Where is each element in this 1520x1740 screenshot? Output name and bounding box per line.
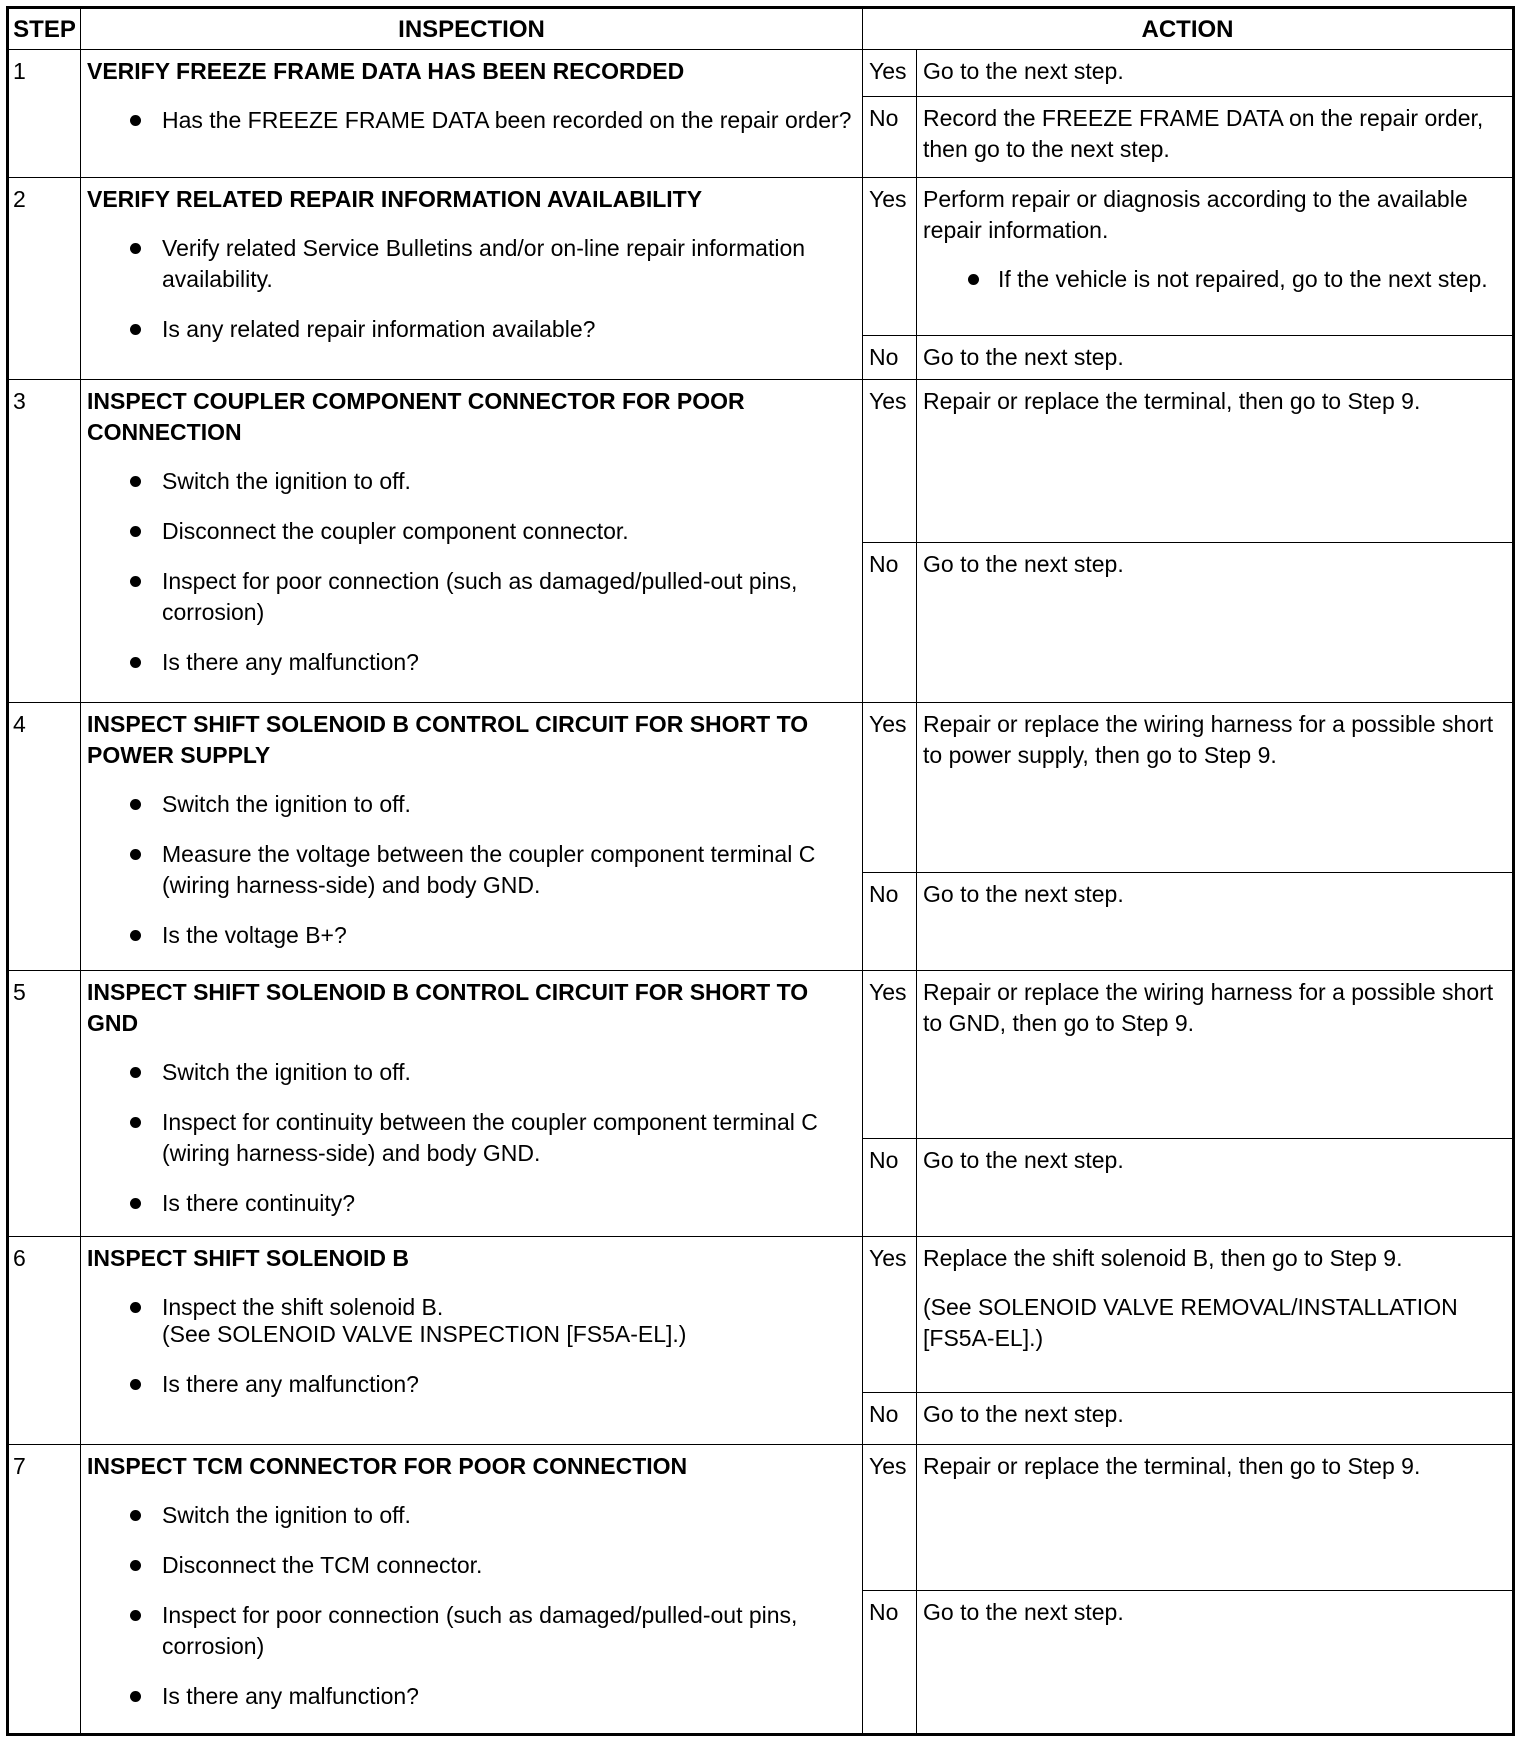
inspection-bullet: Inspect the shift solenoid B.	[87, 1292, 854, 1323]
step-row-3-yes	[8, 380, 1514, 543]
yes-action: Repair or replace the wiring harness for a possible short to GND, then go to Step 9.	[917, 971, 1514, 1139]
no-label: No	[863, 1139, 917, 1237]
inspection-bullet: Inspect for continuity between the coupler component terminal C (wiring harness-side) and body GND.	[87, 1107, 854, 1169]
yes-label: Yes	[863, 1445, 917, 1591]
no-action: Go to the next step.	[917, 1393, 1514, 1445]
step-number: 4	[8, 703, 81, 971]
inspection-bullet: Disconnect the TCM connector.	[87, 1550, 854, 1581]
step-number: 7	[8, 1445, 81, 1735]
no-action: Record the FREEZE FRAME DATA on the repair order, then go to the next step.	[917, 97, 1514, 178]
yes-action: Repair or replace the terminal, then go to Step 9.	[917, 380, 1514, 543]
inspection-bullet: Is there any malfunction?	[87, 1369, 854, 1400]
step-number: 2	[8, 178, 81, 380]
inspection-title: INSPECT COUPLER COMPONENT CONNECTOR FOR POOR CONNECTION	[87, 388, 745, 445]
header-row	[8, 8, 1514, 50]
inspection-cell	[81, 178, 863, 380]
inspection-cell	[81, 1445, 863, 1735]
step-row-5-yes	[8, 971, 1514, 1139]
yes-label: Yes	[863, 50, 917, 97]
no-label: No	[863, 336, 917, 380]
yes-action: Repair or replace the wiring harness for a possible short to power supply, then go to Step 9.	[917, 703, 1514, 873]
no-label: No	[863, 873, 917, 971]
yes-action-bullet: If the vehicle is not repaired, go to the next step.	[923, 264, 1504, 295]
yes-action: Repair or replace the terminal, then go to Step 9.	[917, 1445, 1514, 1591]
inspection-cell	[81, 1237, 863, 1445]
inspection-title: VERIFY FREEZE FRAME DATA HAS BEEN RECORDED	[87, 58, 685, 84]
no-action: Go to the next step.	[917, 1139, 1514, 1237]
yes-action: Go to the next step.	[917, 50, 1514, 97]
no-action: Go to the next step.	[917, 336, 1514, 380]
inspection-reference-note: (See SOLENOID VALVE INSPECTION [FS5A-EL].)	[162, 1321, 687, 1347]
inspection-bullet: Is the voltage B+?	[87, 920, 854, 951]
step-row-1-yes	[8, 50, 1514, 97]
header-inspection: INSPECTION	[81, 8, 863, 50]
no-action: Go to the next step.	[917, 1591, 1514, 1735]
inspection-title: INSPECT TCM CONNECTOR FOR POOR CONNECTION	[87, 1453, 688, 1479]
yes-label: Yes	[863, 380, 917, 543]
inspection-bullet: Is there continuity?	[87, 1188, 854, 1219]
no-action: Go to the next step.	[917, 873, 1514, 971]
inspection-cell	[81, 703, 863, 971]
inspection-bullet: Verify related Service Bulletins and/or on-line repair information availability.	[87, 233, 854, 295]
no-action: Go to the next step.	[917, 543, 1514, 703]
yes-label: Yes	[863, 703, 917, 873]
inspection-bullet: Switch the ignition to off.	[87, 789, 854, 820]
step-row-6-yes	[8, 1237, 1514, 1393]
step-number: 5	[8, 971, 81, 1237]
inspection-bullet: Switch the ignition to off.	[87, 1057, 854, 1088]
yes-label: Yes	[863, 178, 917, 336]
inspection-title: INSPECT SHIFT SOLENOID B CONTROL CIRCUIT FOR SHORT TO GND	[87, 979, 809, 1036]
inspection-bullet: Switch the ignition to off.	[87, 1500, 854, 1531]
inspection-bullet: Is any related repair information available?	[87, 314, 854, 345]
inspection-cell	[81, 971, 863, 1237]
inspection-title: INSPECT SHIFT SOLENOID B CONTROL CIRCUIT FOR SHORT TO POWER SUPPLY	[87, 711, 809, 768]
step-row-4-yes	[8, 703, 1514, 873]
step-row-2-yes	[8, 178, 1514, 336]
yes-action-reference-note: (See SOLENOID VALVE REMOVAL/INSTALLATION [FS5A-EL].)	[923, 1294, 1458, 1351]
yes-action-cell	[917, 178, 1514, 336]
yes-action-cell	[917, 1237, 1514, 1393]
inspection-bullet: Is there any malfunction?	[87, 1681, 854, 1712]
header-step: STEP	[8, 8, 81, 50]
no-label: No	[863, 543, 917, 703]
step-row-7-yes	[8, 1445, 1514, 1591]
inspection-bullet: Inspect for poor connection (such as damaged/pulled-out pins, corrosion)	[87, 566, 854, 628]
diagnostic-procedure-table	[6, 6, 1515, 1736]
inspection-bullet: Inspect for poor connection (such as damaged/pulled-out pins, corrosion)	[87, 1600, 854, 1662]
header-action: ACTION	[863, 8, 1514, 50]
inspection-title: INSPECT SHIFT SOLENOID B	[87, 1245, 410, 1271]
no-label: No	[863, 1591, 917, 1735]
step-number: 1	[8, 50, 81, 178]
yes-action: Replace the shift solenoid B, then go to Step 9.	[923, 1245, 1403, 1271]
no-label: No	[863, 97, 917, 178]
inspection-bullet: Switch the ignition to off.	[87, 466, 854, 497]
inspection-cell	[81, 380, 863, 703]
inspection-cell	[81, 50, 863, 178]
yes-label: Yes	[863, 1237, 917, 1393]
inspection-title: VERIFY RELATED REPAIR INFORMATION AVAILABILITY	[87, 186, 703, 212]
yes-action: Perform repair or diagnosis according to the available repair information.	[923, 186, 1468, 243]
inspection-bullet: Has the FREEZE FRAME DATA been recorded on the repair order?	[87, 105, 854, 136]
step-number: 3	[8, 380, 81, 703]
inspection-bullet: Measure the voltage between the coupler component terminal C (wiring harness-side) and body GND.	[87, 839, 854, 901]
inspection-bullet: Disconnect the coupler component connector.	[87, 516, 854, 547]
yes-label: Yes	[863, 971, 917, 1139]
step-number: 6	[8, 1237, 81, 1445]
inspection-bullet: Is there any malfunction?	[87, 647, 854, 678]
no-label: No	[863, 1393, 917, 1445]
